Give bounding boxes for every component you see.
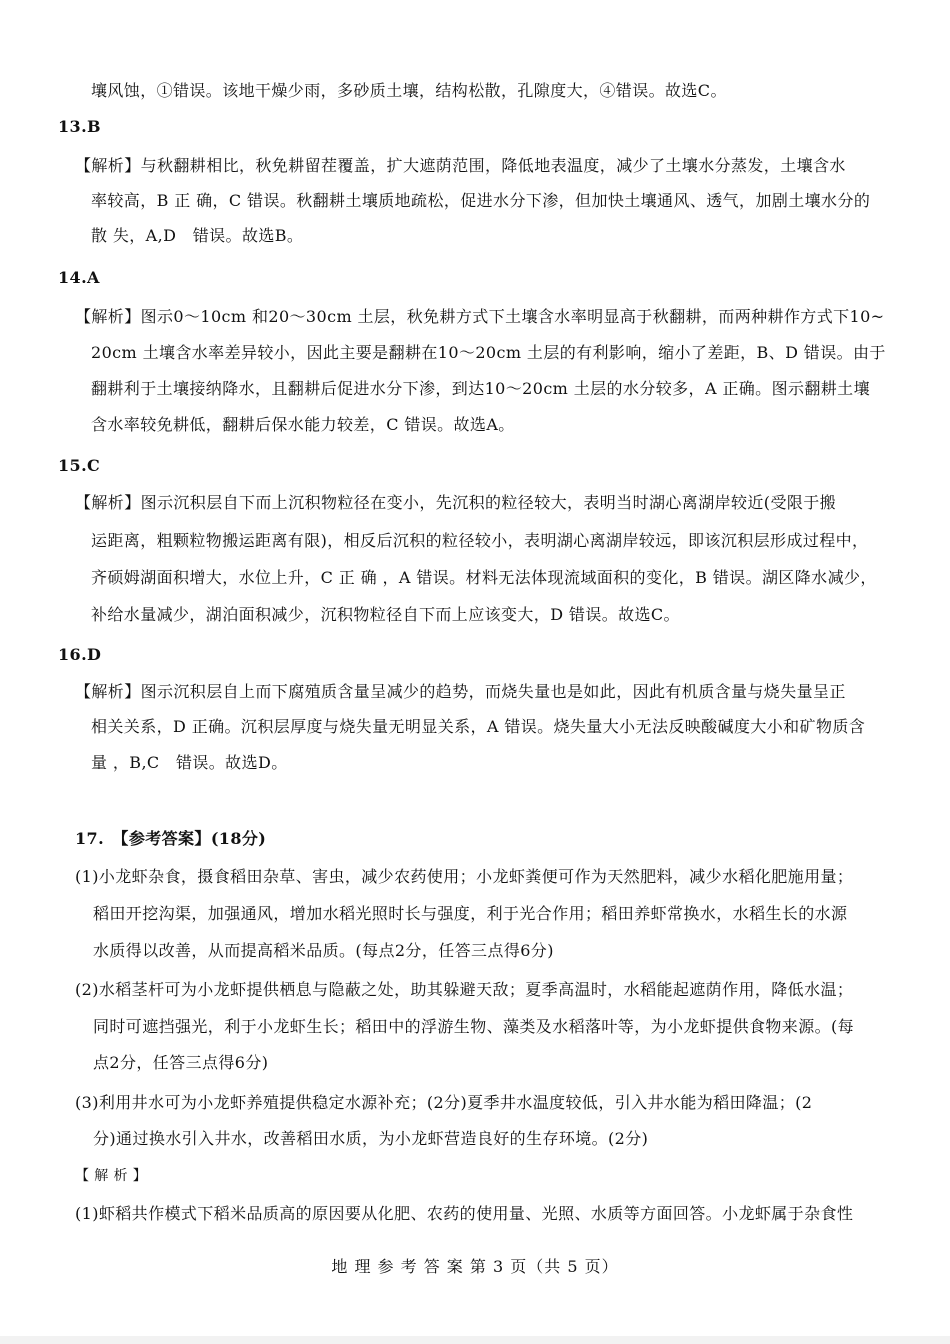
text-line: 同时可遮挡强光，利于小龙虾生长；稻田中的浮游生物、藻类及水稻落叶等，为小龙虾提供食物来源。(每 xyxy=(93,1017,855,1036)
text-line: 齐硕姆湖面积增大，水位上升，C 正 确 ，A 错误。材料无法体现流域面积的变化，B 错误。湖区降水减少， xyxy=(91,568,877,587)
text-line: 率较高，B 正 确，C 错误。秋翻耕土壤质地疏松，促进水分下渗，但加快土壤通风、透气，加剧土壤水分的 xyxy=(91,191,871,210)
answer-14-heading: 14.A xyxy=(58,268,100,287)
analysis-label: 【 解 析 】 xyxy=(75,1168,148,1184)
text-line: 20cm 土壤含水率差异较小，因此主要是翻耕在10～20cm 土层的有利影响，缩小了差距，B、D 错误。由于 xyxy=(91,343,886,362)
text-line: 【解析】图示0～10cm 和20～30cm 土层，秋免耕方式下土壤含水率明显高于秋翻耕，而两种耕作方式下10~ xyxy=(75,307,885,326)
answer-13-heading: 13.B xyxy=(58,117,101,136)
text-line: (3)利用井水可为小龙虾养殖提供稳定水源补充；(2分)夏季井水温度较低，引入井水能为稻田降温；(2 xyxy=(75,1093,813,1112)
text-line: 含水率较免耕低，翻耕后保水能力较差，C 错误。故选A。 xyxy=(91,415,515,434)
text-line: (2)水稻茎杆可为小龙虾提供栖息与隐蔽之处，助其躲避天敌；夏季高温时，水稻能起遮荫作用，降低水温； xyxy=(75,980,854,999)
text-line: 【解析】与秋翻耕相比，秋免耕留茬覆盖，扩大遮荫范围，降低地表温度，减少了土壤水分蒸发，土壤含水 xyxy=(75,156,846,175)
text-line: 量 ，B,C 错误。故选D。 xyxy=(91,753,288,772)
text-line: (1)虾稻共作模式下稻米品质高的原因要从化肥、农药的使用量、光照、水质等方面回答。小龙虾属于杂食性 xyxy=(75,1204,854,1223)
text-line: 分)通过换水引入井水，改善稻田水质，为小龙虾营造良好的生存环境。(2分) xyxy=(93,1129,649,1148)
page-bottom-edge xyxy=(0,1336,950,1344)
text-line: (1)小龙虾杂食，摄食稻田杂草、害虫，减少农药使用；小龙虾粪便可作为天然肥料，减少水稻化肥施用量； xyxy=(75,867,854,886)
text-line: 点2分，任答三点得6分) xyxy=(93,1053,269,1072)
text-line: 水质得以改善，从而提高稻米品质。(每点2分，任答三点得6分) xyxy=(93,941,554,960)
text-line: 补给水量减少，湖泊面积减少，沉积物粒径自下而上应该变大，D 错误。故选C。 xyxy=(91,605,680,624)
answer-15-heading: 15.C xyxy=(58,456,101,475)
text-line: 相关关系，D 正确。沉积层厚度与烧失量无明显关系，A 错误。烧失量大小无法反映酸碱度大小和矿物质含 xyxy=(91,717,866,736)
text-line: 运距离，粗颗粒物搬运距离有限)，相反后沉积的粒径较小，表明湖心离湖岸较远，即该沉积层形成过程中， xyxy=(91,531,869,550)
answer-16-heading: 16.D xyxy=(58,645,102,664)
page-footer: 地 理 参 考 答 案 第 3 页（共 5 页） xyxy=(331,1257,619,1276)
text-line: 翻耕利于土壤接纳降水，且翻耕后促进水分下渗，到达10～20cm 土层的水分较多，A 正确。图示翻耕土壤 xyxy=(91,379,870,398)
text-line: 壤风蚀，①错误。该地干燥少雨，多砂质土壤，结构松散，孔隙度大，④错误。故选C。 xyxy=(91,81,727,100)
answer-17-heading: 17. 【参考答案】(18分) xyxy=(75,829,267,848)
text-line: 稻田开挖沟渠，加强通风，增加水稻光照时长与强度，利于光合作用；稻田养虾常换水，水稻生长的水源 xyxy=(93,904,848,923)
text-line: 【解析】图示沉积层自上而下腐殖质含量呈减少的趋势，而烧失量也是如此，因此有机质含量与烧失量呈正 xyxy=(75,682,846,701)
text-line: 【解析】图示沉积层自下而上沉积物粒径在变小，先沉积的粒径较大，表明当时湖心离湖岸较近(受限于搬 xyxy=(75,493,837,512)
text-line: 散 失，A,D 错误。故选B。 xyxy=(91,226,304,245)
